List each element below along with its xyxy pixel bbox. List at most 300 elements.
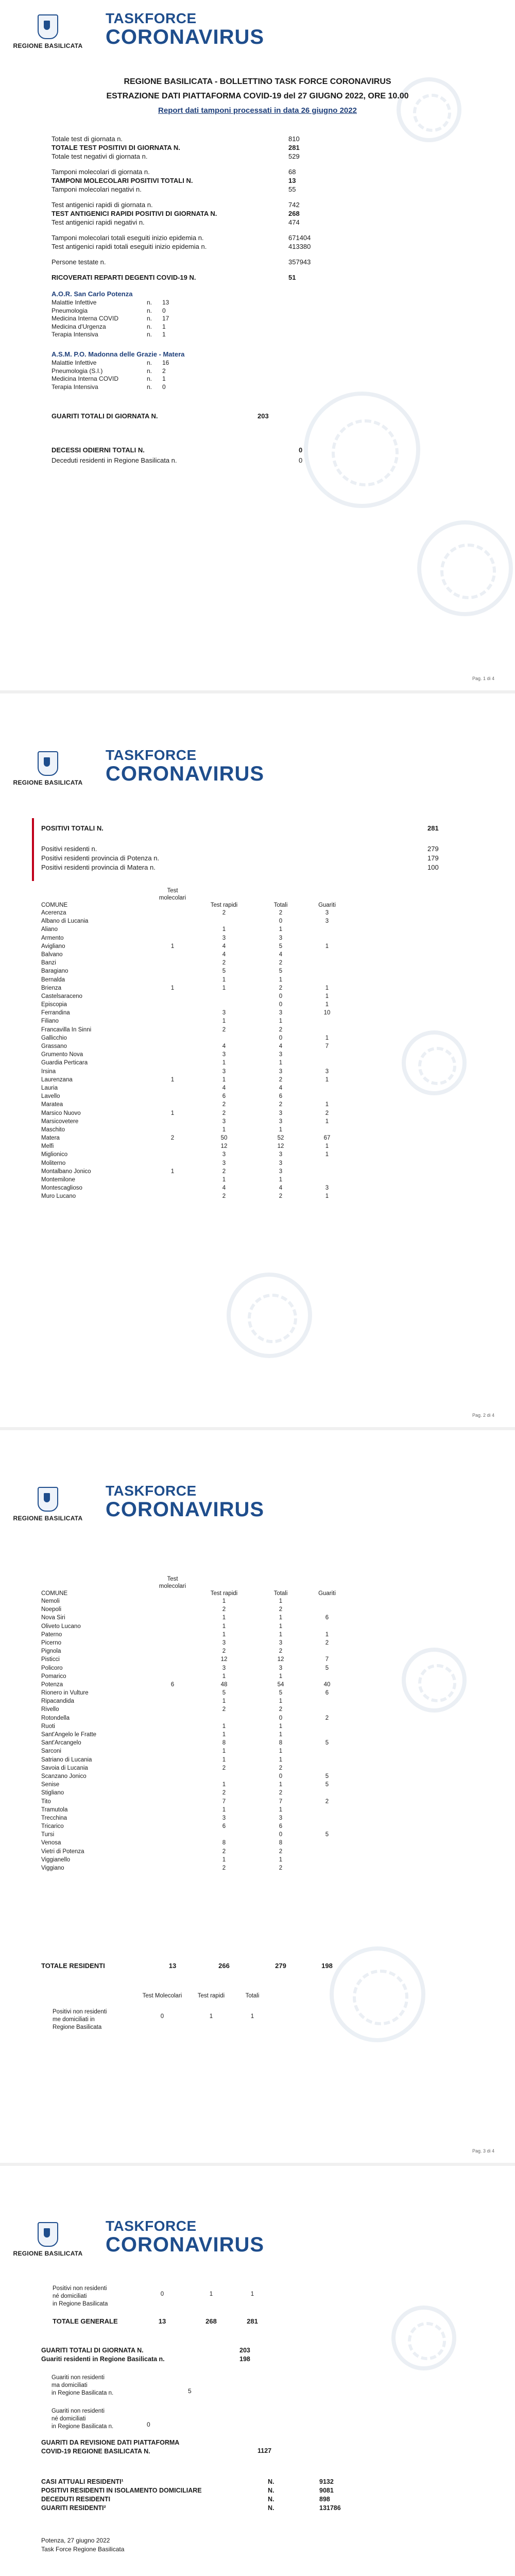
taskforce-word: TASKFORCE	[106, 2218, 197, 2234]
table-cell: 7	[325, 1043, 329, 1049]
table-cell: 1	[222, 985, 226, 991]
table-cell: 1	[222, 1782, 226, 1788]
final-total-row-value: 131786	[319, 2504, 341, 2512]
table-cell: 0	[279, 993, 283, 999]
page-footer: Pag. 1 di 4	[472, 676, 494, 681]
table-cell: 1	[279, 1782, 283, 1788]
final-total-row-value: 898	[319, 2496, 330, 2503]
report-date: Report dati tamponi processati in data 26 giugno 2022	[158, 106, 357, 115]
table-cell: 2	[170, 1135, 175, 1142]
comune-name: Montescaglioso	[41, 1185, 82, 1192]
summary-row-label: TAMPONI MOLECOLARI POSITIVI TOTALI N.	[52, 177, 193, 184]
table-cell: 3	[222, 1815, 226, 1821]
coronavirus-word: CORONAVIRUS	[106, 26, 265, 48]
table-cell: 1	[325, 1101, 329, 1108]
guariti-nr1-value: 5	[188, 2387, 192, 2395]
table-cell: 5	[279, 968, 283, 975]
table-cell: 3	[222, 1160, 226, 1166]
summary-row-value: 671404	[288, 234, 311, 242]
table-cell: 12	[277, 1656, 284, 1663]
virus-watermark-icon	[417, 520, 513, 616]
col-rapidi: Test rapidi	[210, 1590, 238, 1597]
table-cell: 3	[279, 1168, 283, 1175]
page-footer: Pag. 3 di 4	[472, 2148, 494, 2154]
summary-row-label: RICOVERATI REPARTI DEGENTI COVID-19 N.	[52, 274, 196, 281]
table-cell: 4	[279, 1043, 283, 1049]
comune-name: Laurenzana	[41, 1076, 73, 1083]
table-cell: 3	[222, 1665, 226, 1671]
comune-name: Trecchina	[41, 1815, 67, 1821]
comune-name: Castelsaraceno	[41, 993, 82, 999]
positives-row-label: Positivi residenti n.	[41, 845, 97, 853]
comune-name: Nemoli	[41, 1598, 60, 1604]
coronavirus-word: CORONAVIRUS	[106, 762, 265, 785]
final-total-row-prefix: N.	[268, 2487, 274, 2494]
comune-name: Oliveto Lucano	[41, 1623, 81, 1630]
comune-name: Gallicchio	[41, 1035, 67, 1041]
table-cell: 0	[279, 1832, 283, 1838]
table-cell: 1	[222, 1598, 226, 1604]
col-totali: Totali	[273, 902, 288, 908]
table-cell: 1	[279, 1698, 283, 1705]
table-cell: 67	[323, 1135, 331, 1142]
comune-name: Scanzano Jonico	[41, 1773, 87, 1780]
comune-name: Banzi	[41, 960, 56, 967]
summary-row-value: 742	[288, 201, 300, 209]
summary-row-value: 474	[288, 218, 300, 226]
table-cell: 0	[279, 1773, 283, 1780]
table-cell: 0	[279, 918, 283, 925]
guariti-revisione-value: 1127	[258, 2447, 272, 2454]
col-totali: Totali	[273, 1590, 288, 1597]
table-cell: 1	[170, 1076, 175, 1083]
comune-name: Stigliano	[41, 1790, 64, 1797]
summary-row-label: Test antigenici rapidi totali eseguiti inizio epidemia n.	[52, 243, 207, 250]
comune-name: Episcopia	[41, 1002, 67, 1008]
table-cell: 3	[222, 935, 226, 941]
table-cell: 6	[279, 1093, 283, 1100]
comune-name: Senise	[41, 1782, 60, 1788]
region-name: REGIONE BASILICATA	[13, 42, 83, 49]
table-cell: 1	[279, 926, 283, 933]
table-cell: 1	[222, 1723, 226, 1730]
comune-name: Melfi	[41, 1143, 54, 1150]
table-cell: 1	[279, 1748, 283, 1755]
comune-name: Viggiano	[41, 1865, 64, 1871]
table-cell: 2	[279, 985, 283, 991]
table-cell: 2	[279, 1865, 283, 1871]
table-cell: 3	[279, 1815, 283, 1821]
comune-name: Montemilone	[41, 1177, 75, 1183]
comune-name: Grassano	[41, 1043, 67, 1049]
table-cell: 3	[279, 1068, 283, 1075]
col-comune: COMUNE	[41, 902, 68, 908]
guariti-non-residenti-1: Guariti non residenti ma domiciliati in Regione Basilicata n.	[52, 2375, 114, 2396]
table-cell: 3	[325, 1068, 329, 1075]
comune-name: Marsicovetere	[41, 1118, 79, 1125]
table-cell: 2	[222, 1865, 226, 1871]
comune-name: Picerno	[41, 1639, 61, 1646]
table-cell: 2	[222, 1110, 226, 1116]
final-total-row-prefix: N.	[268, 2496, 274, 2503]
comune-name: Sant'Angelo le Fratte	[41, 1732, 97, 1738]
table-cell: 1	[170, 1110, 175, 1116]
table-cell: 1	[222, 1177, 226, 1183]
table-cell: 4	[222, 951, 226, 958]
table-cell: 2	[279, 1765, 283, 1771]
table-cell: 6	[325, 1690, 329, 1697]
table-cell: 1	[222, 1673, 226, 1680]
region-logo	[9, 14, 87, 49]
comune-name: Grumento Nova	[41, 1052, 83, 1058]
region-logo	[9, 751, 87, 786]
table-cell: 2	[222, 1706, 226, 1713]
table-cell: 2	[222, 960, 226, 967]
comune-name: Maschito	[41, 1126, 65, 1133]
table-cell: 2	[279, 1101, 283, 1108]
table-cell: 5	[325, 1832, 329, 1838]
final-total-row-prefix: N.	[268, 2504, 274, 2512]
table-cell: 1	[222, 1756, 226, 1763]
table-cell: 3	[325, 910, 329, 916]
table-cell: 1	[222, 1631, 226, 1638]
table-cell: 1	[279, 1723, 283, 1730]
table-cell: 5	[279, 943, 283, 950]
col-rapidi: Test rapidi	[210, 902, 238, 908]
comune-name: Lavello	[41, 1093, 60, 1100]
table-cell: 0	[279, 1002, 283, 1008]
table-cell: 3	[279, 935, 283, 941]
signoff	[41, 2536, 124, 2554]
table-cell: 8	[222, 1840, 226, 1846]
taskforce-logo	[106, 1484, 264, 1520]
table-cell: 2	[279, 1848, 283, 1855]
page-1: REGIONE BASILICATA TASKFORCE CORONAVIRUS REGIONE BASILICATA - BOLLETTINO TASK FORCE CORONAVIRUS ESTRAZIONE DATI PIATTAFORMA COVID-19 del 27 GIUGNO 2022, ORE 10.00 Report dati tamponi processati in data 26 giugno 2022 Totale test di giornata n. 810 TOTALE TEST POSITIVI DI GIORNATA N. 281 Totale test negativi di giornata n. 529 Tamponi molecolari di giornata n. 68 TAMPONI MOLECOLARI POSITIVI TOTALI N. 13 Tamponi molecolari negativi n. 55 Test antigenici rapidi di giornata n. 742 TEST ANTIGENICI RAPIDI POSITIVI DI GIORNATA N. 268 Test antigenici rapidi negativi n. 474 Tamponi molecolari totali eseguiti inizio epidemia n. 671404 Test antigenici rapidi totali eseguiti inizio epidemia n. 413380 Persone testate n. 357943 RICOVERATI REPARTI DEGENTI COVID-19 N. 51 A.O.R. San Carlo Potenza Malattie Infettive n. 13 Pneumologia n. 0 Medicina Interna COVID n. 17 Medicina d'Urgenza n. 1 Terapia Intensiva n. 1 A.S.M. P.O. Madonna delle Grazie - Matera Malattie Infettive n. 16 Pneumologia (S.I.) n. 2 Medicina Interna COVID n. 1 Terapia Intensiva n. 0 GUARITI TOTALI DI GIORNATA N. 203 DECESSI ODIERNI TOTALI N. 0 Deceduti residenti in Regione Basilicata n. 0 Pag. 1 di 4	[0, 0, 515, 690]
table-cell: 4	[222, 943, 226, 950]
table-cell: 1	[222, 1806, 226, 1813]
region-emblem-icon	[38, 751, 58, 776]
virus-watermark-icon	[304, 392, 420, 508]
table-cell: 3	[222, 1052, 226, 1058]
summary-row-label: Tamponi molecolari di giornata n.	[52, 168, 150, 176]
table-cell: 7	[222, 1798, 226, 1805]
virus-watermark-icon	[227, 1273, 312, 1358]
table-cell: 1	[279, 1631, 283, 1638]
table-cell: 4	[279, 951, 283, 958]
summary-row-label: TOTALE TEST POSITIVI DI GIORNATA N.	[52, 144, 180, 151]
comune-name: Francavilla In Sinni	[41, 1026, 92, 1033]
comune-name: Filiano	[41, 1018, 59, 1025]
final-total-row-label: POSITIVI RESIDENTI IN ISOLAMENTO DOMICILIARE	[41, 2487, 202, 2494]
table-cell: 1	[222, 1126, 226, 1133]
table-cell: 3	[325, 918, 329, 925]
comune-name: Venosa	[41, 1840, 61, 1846]
positives-row-value: 100	[427, 863, 439, 871]
summary-row-value: 51	[288, 274, 296, 281]
table-cell: 1	[279, 1756, 283, 1763]
table-cell: 2	[279, 1706, 283, 1713]
guariti-revisione: GUARITI DA REVISIONE DATI PIATTAFORMA COVID-19 REGIONE BASILICATA N.	[41, 2439, 180, 2455]
table-cell: 2	[279, 1648, 283, 1655]
comune-name: Muro Lucano	[41, 1193, 76, 1200]
table-cell: 2	[279, 1790, 283, 1797]
summary-row-label: Tamponi molecolari negativi n.	[52, 185, 142, 193]
comune-name: Guardia Perticara	[41, 1060, 88, 1066]
table-cell: 1	[279, 1806, 283, 1813]
page-footer: Pag. 2 di 4	[472, 1413, 494, 1418]
positives-row-value: 279	[427, 845, 439, 853]
table-cell: 2	[279, 1076, 283, 1083]
comune-name: Albano di Lucania	[41, 918, 89, 925]
taskforce-word: TASKFORCE	[106, 747, 197, 763]
table-cell: 1	[222, 926, 226, 933]
comune-name: Pomarico	[41, 1673, 66, 1680]
comune-name: Policoro	[41, 1665, 63, 1671]
virus-watermark-icon	[330, 1946, 425, 2042]
table-cell: 3	[279, 1665, 283, 1671]
final-total-row-value: 9132	[319, 2478, 334, 2485]
table-cell: 12	[220, 1656, 228, 1663]
comune-name: Potenza	[41, 1681, 63, 1688]
virus-watermark-icon	[402, 1648, 467, 1713]
comune-name: Vietri di Potenza	[41, 1848, 84, 1855]
summary-row-label: Tamponi molecolari totali eseguiti inizio epidemia n.	[52, 234, 204, 242]
virus-watermark-icon	[402, 1030, 467, 1095]
final-total-row-label: DECEDUTI RESIDENTI	[41, 2496, 111, 2503]
comune-name: Noepoli	[41, 1606, 61, 1613]
summary-row-value: 357943	[288, 258, 311, 266]
comune-name: Ferrandina	[41, 1010, 70, 1016]
table-cell: 2	[222, 910, 226, 916]
virus-watermark-icon	[391, 2306, 456, 2370]
coronavirus-word: CORONAVIRUS	[106, 1498, 265, 1521]
table-cell: 1	[325, 1076, 329, 1083]
table-cell: 1	[170, 985, 175, 991]
final-total-row-value: 9081	[319, 2487, 334, 2494]
positives-row-value: 281	[427, 824, 439, 832]
comune-name: Rivello	[41, 1706, 59, 1713]
comune-name: Sant'Arcangelo	[41, 1740, 81, 1747]
table-cell: 1	[325, 993, 329, 999]
final-total-row-label: CASI ATTUALI RESIDENTI¹	[41, 2478, 124, 2485]
signoff-org: Task Force Regione Basilicata	[41, 2546, 125, 2553]
table-cell: 5	[325, 1740, 329, 1747]
table-cell: 2	[279, 910, 283, 916]
table-cell: 3	[279, 1118, 283, 1125]
table-cell: 1	[279, 1732, 283, 1738]
table-cell: 5	[222, 1690, 226, 1697]
table-cell: 7	[325, 1656, 329, 1663]
table-cell: 1	[279, 1615, 283, 1621]
summary-row-label: Totale test negativi di giornata n.	[52, 152, 148, 160]
comune-name: Matera	[41, 1135, 60, 1142]
table-cell: 1	[170, 943, 175, 950]
table-cell: 1	[325, 943, 329, 950]
signoff-date: Potenza, 27 giugno 2022	[41, 2537, 110, 2544]
comune-name: Miglionico	[41, 1151, 68, 1158]
positives-row-label: Positivi residenti provincia di Matera n.	[41, 863, 156, 871]
table-cell: 4	[222, 1185, 226, 1192]
col-guariti: Guariti	[318, 902, 336, 908]
guariti-row-value: 198	[239, 2355, 250, 2363]
summary-row-label: Totale test di giornata n.	[52, 135, 123, 143]
table-cell: 40	[323, 1681, 331, 1688]
positives-row-label: Positivi residenti provincia di Potenza n.	[41, 854, 160, 862]
comune-name: Tursi	[41, 1832, 55, 1838]
table-cell: 1	[222, 1060, 226, 1066]
col-molecolari: Test molecolari	[159, 1576, 186, 1589]
bulletin-subtitle: ESTRAZIONE DATI PIATTAFORMA COVID-19 del 27 GIUGNO 2022, ORE 10.00	[106, 92, 409, 100]
taskforce-logo	[106, 2219, 264, 2255]
region-emblem-icon	[38, 1487, 58, 1512]
table-cell: 8	[279, 1740, 283, 1747]
coronavirus-word: CORONAVIRUS	[106, 2233, 265, 2256]
summary-row-value: 68	[288, 168, 296, 176]
table-cell: 12	[277, 1143, 284, 1150]
final-total-row-label: GUARITI RESIDENTI²	[41, 2504, 106, 2512]
region-emblem-icon	[38, 2222, 58, 2247]
summary-row-value: 529	[288, 152, 300, 160]
table-cell: 5	[279, 1690, 283, 1697]
table-cell: 2	[325, 1715, 329, 1721]
table-cell: 6	[222, 1093, 226, 1100]
region-name: REGIONE BASILICATA	[13, 1515, 83, 1522]
table-cell: 3	[279, 1052, 283, 1058]
table-cell: 6	[279, 1823, 283, 1830]
table-cell: 7	[279, 1798, 283, 1805]
table-cell: 50	[220, 1135, 228, 1142]
table-cell: 4	[222, 1084, 226, 1091]
region-name: REGIONE BASILICATA	[13, 2250, 83, 2257]
comune-name: Marsico Nuovo	[41, 1110, 81, 1116]
table-cell: 6	[325, 1615, 329, 1621]
table-cell: 3	[279, 1110, 283, 1116]
table-cell: 3	[279, 1639, 283, 1646]
table-cell: 2	[222, 1606, 226, 1613]
table-cell: 1	[279, 1673, 283, 1680]
comune-name: Montalbano Jonico	[41, 1168, 91, 1175]
comune-name: Aliano	[41, 926, 58, 933]
table-cell: 2	[222, 1168, 226, 1175]
table-cell: 2	[222, 1101, 226, 1108]
comune-name: Pignola	[41, 1648, 61, 1655]
comune-name: Maratea	[41, 1101, 63, 1108]
comune-name: Baragiano	[41, 968, 68, 975]
table-cell: 1	[170, 1168, 175, 1175]
guariti-non-residenti-2: Guariti non residenti né domiciliati in Regione Basilicata n.	[52, 2408, 114, 2430]
table-cell: 3	[279, 1151, 283, 1158]
summary-row-value: 413380	[288, 243, 311, 250]
comune-name: Rionero in Vulture	[41, 1690, 89, 1697]
table-cell: 3	[279, 1010, 283, 1016]
positives-row-label: POSITIVI TOTALI N.	[41, 824, 104, 832]
comune-name: Lauria	[41, 1084, 58, 1091]
table-cell: 2	[222, 1848, 226, 1855]
table-cell: 5	[222, 968, 226, 975]
taskforce-word: TASKFORCE	[106, 10, 197, 26]
col-comune: COMUNE	[41, 1590, 68, 1597]
table-cell: 6	[222, 1823, 226, 1830]
comune-name: Brienza	[41, 985, 61, 991]
table-cell: 5	[325, 1665, 329, 1671]
table-cell: 2	[222, 1765, 226, 1771]
table-cell: 3	[222, 1118, 226, 1125]
table-cell: 2	[279, 960, 283, 967]
comune-name: Savoia di Lucania	[41, 1765, 88, 1771]
table-cell: 5	[325, 1782, 329, 1788]
table-cell: 4	[279, 1185, 283, 1192]
table-cell: 3	[325, 1185, 329, 1192]
region-logo	[9, 2222, 87, 2257]
table-cell: 54	[277, 1681, 284, 1688]
table-cell: 2	[222, 1648, 226, 1655]
comune-name: Viggianello	[41, 1856, 71, 1863]
table-cell: 1	[222, 1615, 226, 1621]
table-cell: 1	[279, 1177, 283, 1183]
summary-row-label: Test antigenici rapidi negativi n.	[52, 218, 145, 226]
table-cell: 48	[220, 1681, 228, 1688]
table-cell: 8	[222, 1740, 226, 1747]
comune-name: Balvano	[41, 951, 63, 958]
table-cell: 2	[279, 1026, 283, 1033]
region-logo	[9, 1487, 87, 1522]
table-cell: 3	[279, 1160, 283, 1166]
comune-name: Acerenza	[41, 910, 66, 916]
table-cell: 1	[279, 1126, 283, 1133]
table-cell: 1	[325, 985, 329, 991]
summary-row-label: TEST ANTIGENICI RAPIDI POSITIVI DI GIORNATA N.	[52, 210, 217, 217]
final-total-row-prefix: N.	[268, 2478, 274, 2485]
table-cell: 1	[279, 1060, 283, 1066]
comune-name: Tramutola	[41, 1806, 68, 1813]
summary-row-label: Persone testate n.	[52, 258, 106, 266]
comune-name: Bernalda	[41, 976, 65, 983]
bulletin-title: REGIONE BASILICATA - BOLLETTINO TASK FORCE CORONAVIRUS	[124, 77, 391, 86]
table-cell: 1	[325, 1193, 329, 1200]
table-cell: 4	[279, 1084, 283, 1091]
page-2	[0, 737, 515, 1427]
table-cell: 2	[325, 1798, 329, 1805]
table-cell: 2	[279, 1606, 283, 1613]
table-cell: 52	[277, 1135, 284, 1142]
summary-row-value: 810	[288, 135, 300, 143]
table-cell: 1	[325, 1143, 329, 1150]
table-cell: 1	[279, 1623, 283, 1630]
table-cell: 1	[222, 1018, 226, 1025]
guariti-row-value: 203	[239, 2347, 250, 2354]
table-cell: 2	[325, 1110, 329, 1116]
table-cell: 1	[222, 1076, 226, 1083]
table-cell: 0	[279, 1715, 283, 1721]
summary-row-label: Test antigenici rapidi di giornata n.	[52, 201, 153, 209]
taskforce-logo	[106, 748, 264, 784]
table-cell: 3	[222, 1151, 226, 1158]
col-guariti: Guariti	[318, 1590, 336, 1597]
comune-name: Tito	[41, 1798, 51, 1805]
comune-name: Tricarico	[41, 1823, 64, 1830]
table-cell: 1	[222, 1732, 226, 1738]
table-cell: 1	[325, 1631, 329, 1638]
table-cell: 12	[220, 1143, 228, 1150]
comune-name: Satriano di Lucania	[41, 1756, 92, 1763]
positives-row-value: 179	[427, 854, 439, 862]
table-cell: 3	[222, 1010, 226, 1016]
table-cell: 2	[222, 1193, 226, 1200]
comune-name: Nova Siri	[41, 1615, 65, 1621]
table-cell: 1	[325, 1118, 329, 1125]
summary-row-value: 13	[288, 177, 296, 184]
page-3: REGIONE BASILICATA TASKFORCE CORONAVIRUS COMUNE Test molecolari Test rapidi Totali Guariti Nemoli 1 1 Noepoli 2 2 Nova Siri 1 1 6 Oliveto Lucano 1 1 Paterno 1 1 1 Picerno 3 3 2 Pignola 2 2 Pisticci 12 12 7 Policoro 3 3 5 Pomarico 1 1 Potenza 6 48 54 40 Rionero in Vulture 5 5 6 Ripacandida 1 1 Rivello 2 2 Rotondella 0 2 Ruoti 1 1 Sant'Angelo le Fratte 1 1 Sant'Arcangelo 8 8 5 Sarconi 1 1 Satriano di Lucania 1 1 Savoia di Lucania 2 2 Scanzano Jonico 0 5 Senise 1 1 5 Stigliano 2 2 Tito 7 7 2 Tramutola 1 1 Trecchina 3 3 Tricarico 6 6 Tursi 0 5 Venosa 8 8 Vietri di Potenza 2 2 Viggianello 1 1 Viggiano 2 2 TOTALE RESIDENTI 13 266 279 198 Test Molecolari Test rapidi Totali Positivi non residenti me domiciliati in Regione Basilicata 0 1 1 Pag. 3 di 4	[0, 1472, 515, 2163]
